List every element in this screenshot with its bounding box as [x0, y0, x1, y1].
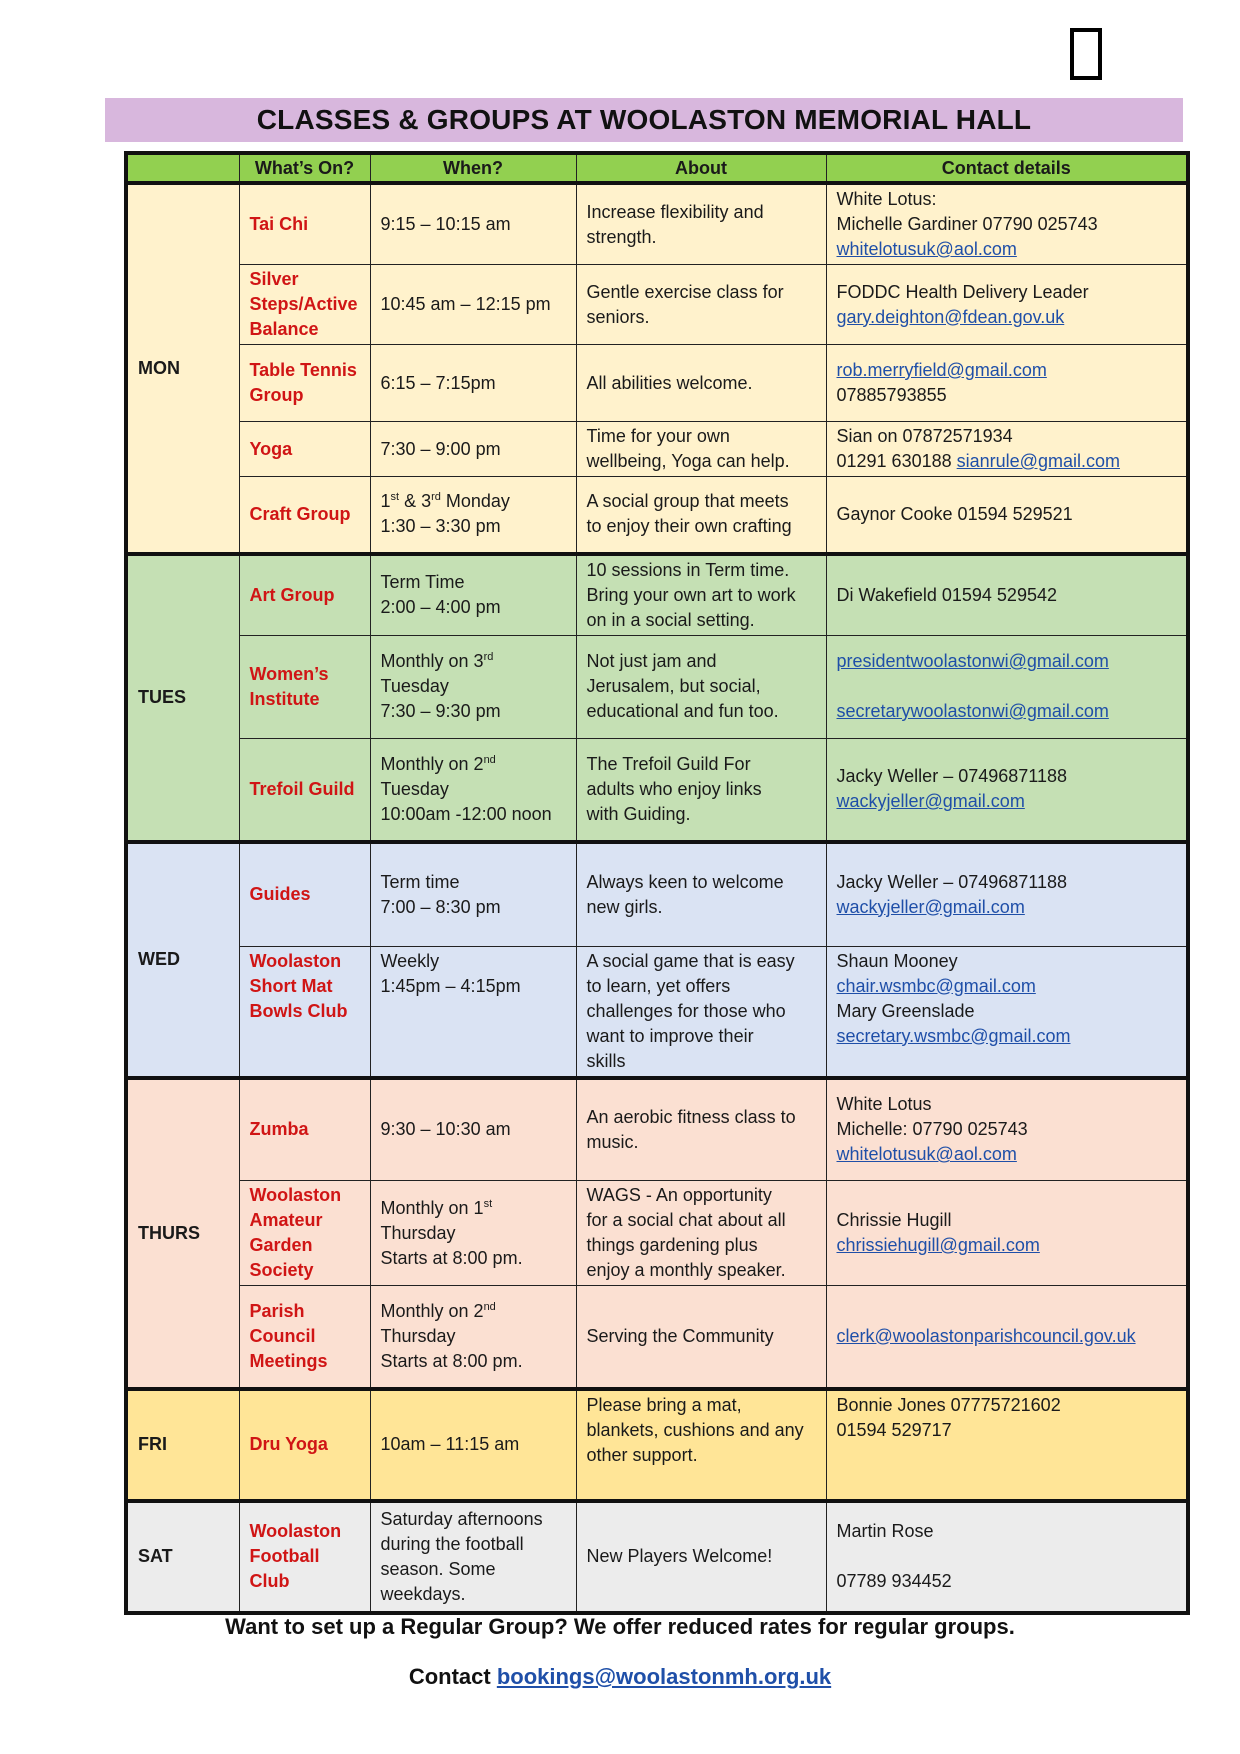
about-cell [576, 738, 826, 842]
page-title: CLASSES & GROUPS AT WOOLASTON MEMORIAL HALL [105, 98, 1183, 142]
header-day [126, 153, 239, 183]
when-text: Monthly on 1 [380, 1197, 484, 1218]
activity-name: Football [249, 1546, 320, 1566]
when-line: Starts at 8:00 pm. [380, 1350, 523, 1371]
contact-email-link[interactable]: whitelotusuk@aol.com [836, 239, 1017, 259]
when-cell [370, 183, 576, 265]
contact-line: Jacky Weller – 07496871188 [836, 766, 1067, 787]
contact-cell [826, 738, 1188, 842]
about-line: for a social chat about all [586, 1210, 786, 1230]
when-cell [370, 1389, 576, 1501]
when-text: Monthly on 2 [380, 1300, 484, 1321]
about-line: Always keen to welcome [586, 871, 784, 892]
contact-cell [826, 1181, 1188, 1286]
contact-line: Chrissie Hugill [836, 1210, 952, 1230]
contact-line: Shaun Mooney [836, 950, 958, 971]
when-line: Term time [380, 871, 460, 892]
activity-cell [239, 477, 370, 554]
when-line: Tuesday [380, 676, 449, 696]
contact-email-link[interactable]: presidentwoolastonwi@gmail.com [836, 651, 1109, 671]
when-line: 1:45pm – 4:15pm [380, 975, 521, 996]
ordinal-suffix: rd [483, 651, 494, 663]
contact-email-link[interactable]: secretarywoolastonwi@gmail.com [836, 701, 1109, 721]
about-cell [576, 1501, 826, 1613]
contact-email-link[interactable]: gary.deighton@fdean.gov.uk [836, 306, 1065, 327]
contact-email-link[interactable]: sianrule@gmail.com [956, 451, 1120, 471]
table-row [126, 1078, 1188, 1181]
about-cell [576, 1181, 826, 1286]
when-line: Saturday afternoons [380, 1508, 543, 1529]
table-row [126, 345, 1188, 422]
table-row [126, 183, 1188, 265]
table-row [126, 635, 1188, 738]
activity-name: Yoga [249, 438, 293, 459]
about-line: An aerobic fitness class to [586, 1106, 796, 1127]
when-cell [370, 477, 576, 554]
activity-name: Bowls Club [249, 1000, 348, 1021]
about-line: strength. [586, 226, 657, 247]
contact-cell [826, 635, 1188, 738]
when-text: Monthly on 3 [380, 651, 484, 671]
activity-name: Trefoil Guild [249, 778, 355, 799]
when-cell [370, 1501, 576, 1613]
table-row [126, 1389, 1188, 1501]
when-text: & 3 [399, 491, 432, 512]
contact-email-link[interactable]: clerk@woolastonparishcouncil.gov.uk [836, 1325, 1136, 1346]
activity-cell [239, 1181, 370, 1286]
contact-email-link[interactable]: wackyjeller@gmail.com [836, 791, 1025, 812]
about-line: adults who enjoy links [586, 778, 762, 799]
about-line: to learn, yet offers [586, 975, 731, 996]
activity-name: Silver [249, 269, 299, 289]
activity-name: Garden [249, 1235, 313, 1255]
activity-name: Table Tennis [249, 360, 357, 380]
about-line: educational and fun too. [586, 701, 779, 721]
table-row [126, 477, 1188, 554]
when-text: 1 [380, 491, 391, 512]
when-cell [370, 946, 576, 1078]
contact-cell [826, 422, 1188, 477]
about-line: Bring your own art to work [586, 584, 796, 605]
activity-name: Woolaston [249, 950, 342, 971]
ordinal-suffix: st [483, 1197, 493, 1210]
when-line: during the football [380, 1533, 524, 1554]
bookings-email-link[interactable]: bookings@woolastonmh.org.uk [496, 1664, 832, 1689]
header-about: About [576, 153, 826, 183]
about-line: Serving the Community [586, 1325, 774, 1346]
when-line [381, 1196, 566, 1221]
contact-line [837, 1544, 1177, 1569]
about-cell [576, 345, 826, 422]
table-row [126, 842, 1188, 946]
day-label: THURS [126, 1078, 239, 1389]
activity-name: Art Group [249, 584, 335, 605]
about-line: with Guiding. [586, 803, 691, 824]
about-line: new girls. [586, 896, 663, 917]
contact-line: Michelle Gardiner 07790 025743 [836, 214, 1098, 234]
contact-email-link[interactable]: chair.wsmbc@gmail.com [836, 975, 1036, 996]
about-line: wellbeing, Yoga can help. [586, 451, 790, 471]
table-row [126, 946, 1188, 1078]
contact-line: Mary Greenslade [836, 1000, 975, 1021]
activity-name: Women’s [249, 663, 329, 684]
day-label: WED [126, 842, 239, 1078]
activity-cell [239, 738, 370, 842]
header-whats-on: What’s On? [239, 153, 370, 183]
contact-email-link[interactable]: secretary.wsmbc@gmail.com [836, 1025, 1071, 1046]
when-line: Weekly [380, 950, 440, 971]
activity-name: Institute [249, 688, 320, 709]
about-line: on in a social setting. [586, 609, 755, 630]
activity-name: Zumba [249, 1119, 309, 1140]
about-cell [576, 1389, 826, 1501]
contact-cell [826, 477, 1188, 554]
contact-line: Martin Rose [836, 1521, 934, 1541]
activity-name: Group [249, 385, 304, 405]
contact-cell [826, 1501, 1188, 1613]
about-line: Please bring a mat, [586, 1394, 742, 1415]
contact-cell [826, 345, 1188, 422]
when-cell [370, 738, 576, 842]
footer-contact-label: Contact [408, 1664, 497, 1689]
activity-cell [239, 946, 370, 1078]
when-cell [370, 635, 576, 738]
about-line: A social game that is easy [586, 950, 795, 971]
activity-name: Dru Yoga [249, 1434, 328, 1454]
activity-name: Steps/Active [249, 294, 358, 314]
activity-name: Club [249, 1571, 290, 1591]
contact-cell [826, 265, 1188, 345]
about-line: things gardening plus [586, 1235, 758, 1255]
about-line: other support. [586, 1444, 698, 1465]
contact-cell [826, 842, 1188, 946]
when-cell [370, 1078, 576, 1181]
activity-cell [239, 1078, 370, 1181]
contact-email-link[interactable]: whitelotusuk@aol.com [836, 1144, 1017, 1165]
header-contact: Contact details [826, 153, 1188, 183]
when-line: season. Some [380, 1558, 496, 1579]
about-line: enjoy a monthly speaker. [586, 1260, 786, 1280]
contact-line: Jacky Weller – 07496871188 [836, 871, 1067, 892]
ordinal-suffix: st [390, 491, 400, 504]
table-row [126, 422, 1188, 477]
about-line: skills [586, 1050, 626, 1071]
contact-line: Gaynor Cooke 01594 529521 [836, 503, 1073, 524]
corner-checkbox-glyph [1070, 28, 1102, 80]
contact-email-link[interactable]: chrissiehugill@gmail.com [836, 1235, 1040, 1255]
table-row [126, 265, 1188, 345]
when-line [381, 649, 566, 674]
when-line: 9:30 – 10:30 am [380, 1119, 511, 1140]
when-line: 2:00 – 4:00 pm [380, 597, 501, 617]
contact-line: Di Wakefield 01594 529542 [836, 584, 1057, 605]
activity-name: Short Mat [249, 975, 333, 996]
activity-cell [239, 635, 370, 738]
when-cell [370, 422, 576, 477]
schedule-table [124, 151, 1190, 1615]
when-line: 7:30 – 9:30 pm [380, 701, 501, 721]
activity-cell [239, 345, 370, 422]
when-line: 7:00 – 8:30 pm [380, 896, 501, 917]
contact-cell [826, 1389, 1188, 1501]
about-cell [576, 477, 826, 554]
about-cell [576, 1286, 826, 1389]
contact-cell [826, 946, 1188, 1078]
activity-name: Council [249, 1325, 316, 1346]
when-line: 7:30 – 9:00 pm [380, 438, 501, 459]
when-line [381, 1299, 566, 1324]
activity-name: Society [249, 1260, 314, 1280]
about-cell [576, 635, 826, 738]
day-label: TUES [126, 554, 239, 843]
about-line: challenges for those who [586, 1000, 786, 1021]
about-cell [576, 265, 826, 345]
table-row [126, 1286, 1188, 1389]
when-line: Term Time [380, 572, 465, 592]
activity-cell [239, 422, 370, 477]
when-line: 10:45 am – 12:15 pm [380, 294, 551, 314]
activity-name: Balance [249, 319, 319, 339]
when-cell [370, 1286, 576, 1389]
about-line: music. [586, 1131, 639, 1152]
about-line: Increase flexibility and [586, 201, 764, 222]
footer-offer-text: Want to set up a Regular Group? We offer reduced rates for regular groups. [225, 1614, 1015, 1639]
when-line [381, 489, 566, 514]
about-line: New Players Welcome! [586, 1546, 773, 1566]
activity-cell [239, 183, 370, 265]
ordinal-suffix: rd [431, 491, 441, 504]
when-text: Monthly on 2 [380, 753, 484, 774]
about-line: Not just jam and [586, 651, 717, 671]
when-line: Thursday [380, 1222, 456, 1243]
table-row [126, 1501, 1188, 1613]
activity-name: Tai Chi [249, 214, 309, 234]
activity-name: Parish [249, 1300, 305, 1321]
about-line: All abilities welcome. [586, 372, 753, 393]
about-line: seniors. [586, 306, 650, 327]
about-line: Jerusalem, but social, [586, 676, 761, 696]
header-when: When? [370, 153, 576, 183]
when-cell [370, 265, 576, 345]
when-line: 1:30 – 3:30 pm [380, 516, 501, 537]
contact-email-link[interactable]: wackyjeller@gmail.com [836, 896, 1025, 917]
contact-cell [826, 183, 1188, 265]
contact-cell [826, 1078, 1188, 1181]
about-cell [576, 946, 826, 1078]
table-row [126, 1181, 1188, 1286]
ordinal-suffix: nd [483, 753, 496, 766]
activity-name: Woolaston [249, 1521, 342, 1541]
activity-name: Woolaston [249, 1185, 342, 1205]
when-cell [370, 554, 576, 636]
when-cell [370, 345, 576, 422]
when-line: Tuesday [380, 778, 449, 799]
contact-line: FODDC Health Delivery Leader [836, 281, 1089, 302]
day-label: SAT [126, 1501, 239, 1613]
header-row [126, 153, 1188, 183]
when-line: 6:15 – 7:15pm [380, 372, 496, 393]
when-line: 9:15 – 10:15 am [380, 214, 511, 234]
ordinal-suffix: nd [483, 1300, 496, 1313]
table-row [126, 738, 1188, 842]
about-line: Time for your own [586, 426, 730, 446]
about-line: A social group that meets [586, 491, 789, 512]
activity-cell [239, 842, 370, 946]
contact-cell [826, 554, 1188, 636]
table-row [126, 554, 1188, 636]
activity-name: Craft Group [249, 503, 351, 524]
about-cell [576, 1078, 826, 1181]
when-text: Monday [440, 491, 510, 512]
activity-cell [239, 1286, 370, 1389]
contact-line: Bonnie Jones 07775721602 [836, 1394, 1061, 1415]
activity-cell [239, 1389, 370, 1501]
contact-cell [826, 1286, 1188, 1389]
activity-cell [239, 554, 370, 636]
when-line [381, 752, 566, 777]
contact-line [837, 449, 1177, 474]
activity-cell [239, 265, 370, 345]
contact-line: Sian on 07872571934 [836, 426, 1013, 446]
day-label: FRI [126, 1389, 239, 1501]
about-cell [576, 422, 826, 477]
contact-line: 01594 529717 [836, 1419, 952, 1440]
activity-name: Meetings [249, 1350, 328, 1371]
activity-name: Guides [249, 884, 311, 905]
about-line: The Trefoil Guild For [586, 753, 751, 774]
when-cell [370, 1181, 576, 1286]
about-line: to enjoy their own crafting [586, 516, 792, 537]
contact-phone: 01291 630188 [836, 451, 952, 471]
day-label: MON [126, 183, 239, 554]
about-cell [576, 183, 826, 265]
when-line: weekdays. [380, 1583, 466, 1604]
activity-cell [239, 1501, 370, 1613]
when-line: 10am – 11:15 am [380, 1434, 520, 1454]
contact-line: White Lotus: [836, 189, 937, 209]
about-cell [576, 554, 826, 636]
contact-line: 07789 934452 [836, 1571, 952, 1591]
activity-name: Amateur [249, 1210, 323, 1230]
when-line: Starts at 8:00 pm. [380, 1247, 523, 1268]
footer-contact [0, 1664, 1240, 1690]
when-cell [370, 842, 576, 946]
when-line: Thursday [380, 1325, 456, 1346]
about-line: WAGS - An opportunity [586, 1185, 772, 1205]
contact-line: Michelle: 07790 025743 [836, 1119, 1028, 1140]
about-line: 10 sessions in Term time. [586, 559, 790, 580]
when-line: 10:00am -12:00 noon [380, 803, 552, 824]
contact-line: 07885793855 [836, 385, 947, 405]
about-line: Gentle exercise class for [586, 281, 784, 302]
about-line: want to improve their [586, 1025, 754, 1046]
about-cell [576, 842, 826, 946]
about-line: blankets, cushions and any [586, 1419, 804, 1440]
contact-line: White Lotus [836, 1094, 932, 1115]
contact-line [837, 674, 1177, 699]
contact-email-link[interactable]: rob.merryfield@gmail.com [836, 360, 1047, 380]
